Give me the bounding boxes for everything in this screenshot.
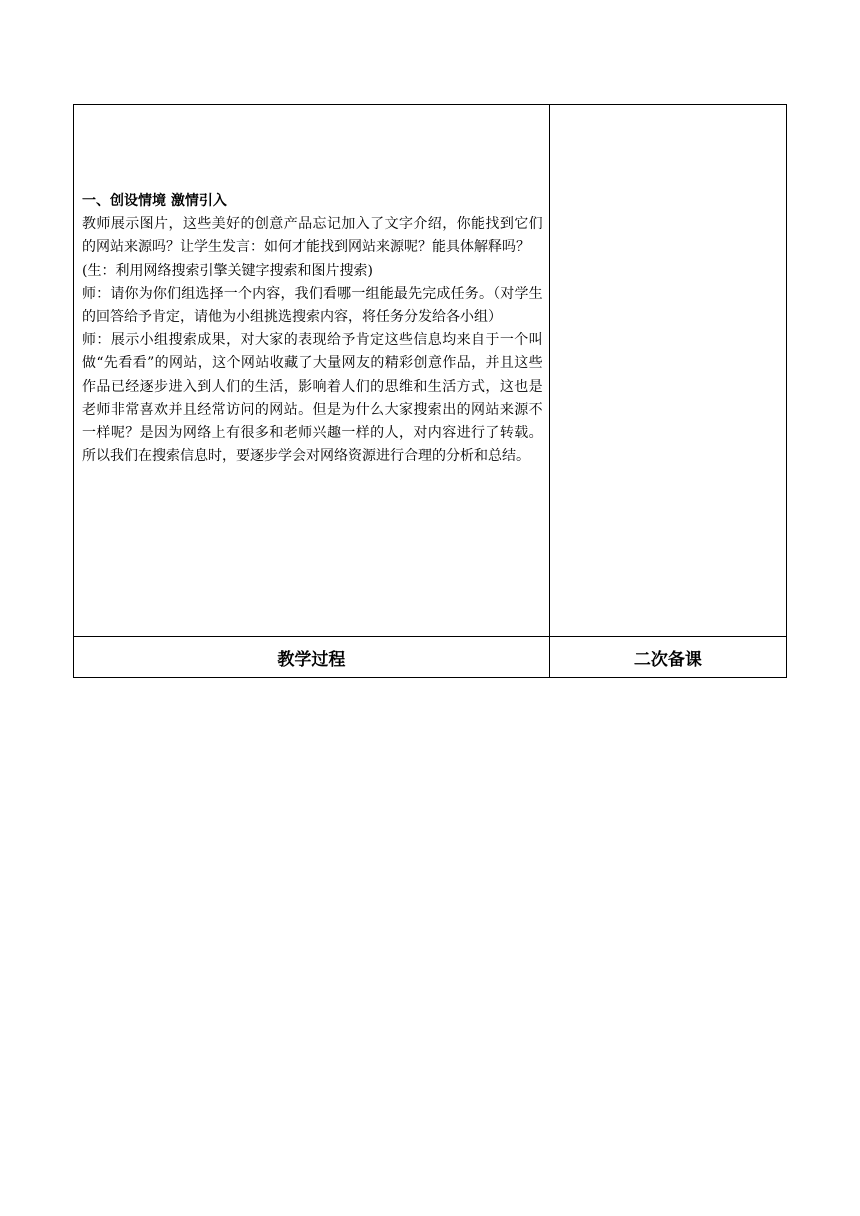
lesson-plan-table <box>73 104 787 678</box>
paragraph-student-answer: (生：利用网络搜索引擎关键字搜索和图片搜索) <box>82 262 373 279</box>
teaching-process-header: 教学过程 <box>74 637 550 678</box>
content-row <box>74 105 787 637</box>
header-row <box>74 637 787 678</box>
second-prep-cell <box>549 105 786 637</box>
section-heading: 一、创设情境 激情引入 <box>82 193 227 209</box>
second-prep-header: 二次备课 <box>549 637 786 678</box>
paragraph-intro: 教师展示图片，这些美好的创意产品忘记加入了文字介绍，你能找到它们的网站来源吗？让学生发言：如何才能找到网站来源呢？能具体解释吗？ <box>82 216 543 256</box>
teaching-process-content <box>74 105 549 468</box>
teaching-process-cell <box>74 105 550 637</box>
paragraph-group-task: 师：请你为你们组选择一个内容，我们看哪一组能最先完成任务。（对学生的回答给予肯定，请他为小组挑选搜索内容，将任务分发给各小组） <box>82 285 543 326</box>
paragraph-summary: 师：展示小组搜索成果，对大家的表现给予肯定这些信息均来自于一个叫做“先看看”的网站，这个网站收藏了大量网友的精彩创意作品，并且这些作品已经逐步进入到人们的生活，影响着人们的思维和生活方式，这也是老师非常喜欢并且经常访问的网站。但是为什么大家搜索出的网站来源不一样呢？是因为网络上有很多和老师兴趣一样的人，对内容进行了转载。所以我们在搜索信息时，要逐步学会对网络资源进行合理的分析和总结。 <box>82 332 543 465</box>
